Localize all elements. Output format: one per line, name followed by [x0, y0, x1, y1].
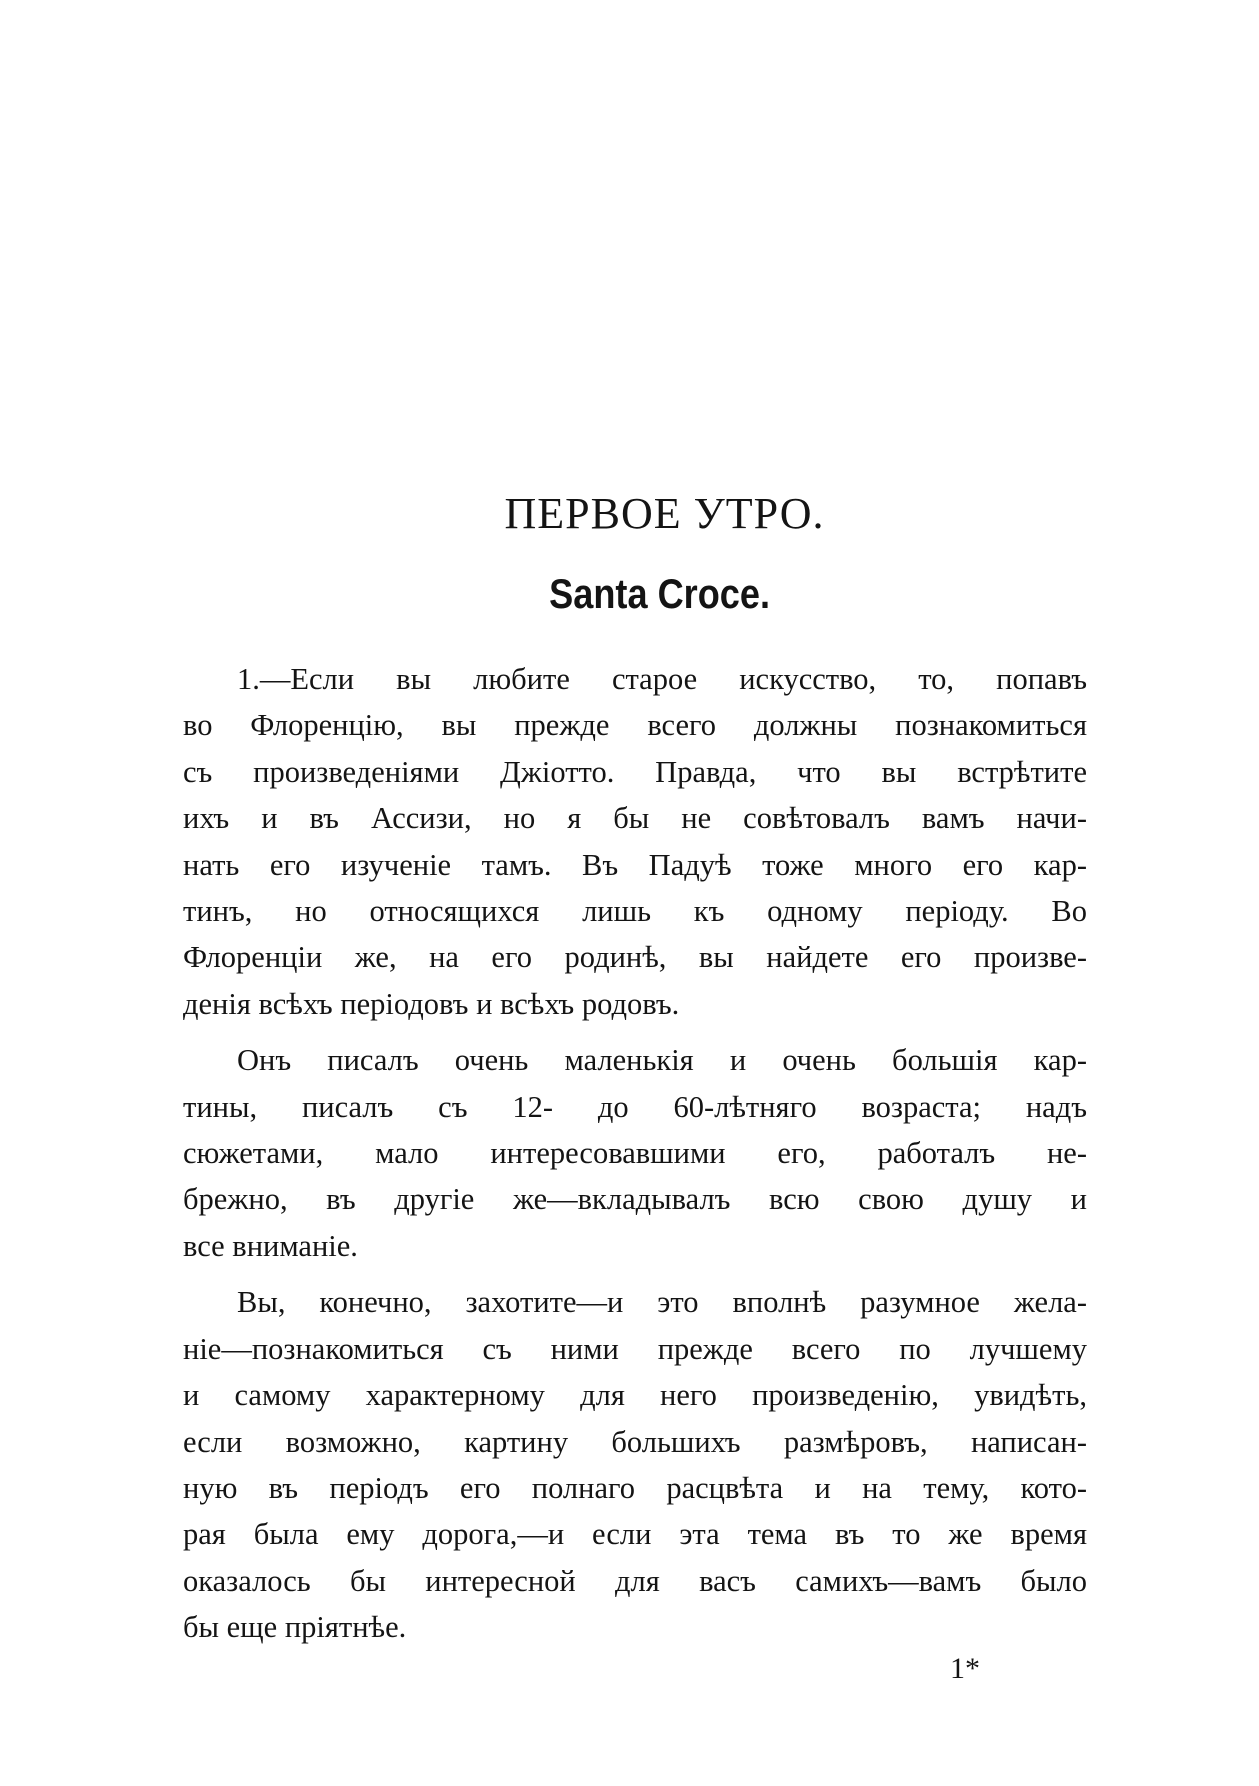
text-line: все вниманіе. [183, 1228, 358, 1263]
text-line: тины, писалъ съ 12- до 60-лѣтняго возраста; надъ [183, 1089, 1087, 1124]
paragraph-3 [183, 1279, 1087, 1650]
text-line: нать его изученіе тамъ. Въ Падуѣ тоже много его кар- [183, 847, 1087, 882]
text-line: во Флоренцію, вы прежде всего должны познакомиться [183, 708, 1087, 743]
text-line: ную въ періодъ его полнаго расцвѣта и на тему, кото- [183, 1470, 1087, 1505]
paragraph-2 [183, 1037, 1087, 1269]
body-text [183, 656, 1087, 1661]
text-line: сюжетами, мало интересовавшими его, работалъ не- [183, 1136, 1087, 1171]
text-line: оказалось бы интересной для васъ самихъ—вамъ было [183, 1563, 1087, 1598]
text-line: ихъ и въ Ассизи, но я бы не совѣтовалъ вамъ начи- [183, 801, 1087, 836]
text-line: бы еще пріятнѣе. [183, 1610, 407, 1645]
paragraph-1 [183, 656, 1087, 1027]
text-line: съ произведеніями Джіотто. Правда, что вы встрѣтите [183, 754, 1087, 789]
signature-mark: 1* [950, 1652, 980, 1685]
text-line: денія всѣхъ періодовъ и всѣхъ родовъ. [183, 986, 680, 1021]
text-line: Онъ писалъ очень маленькія и очень большія кар- [237, 1043, 1087, 1078]
chapter-title: ПЕРВОЕ УТРО. [504, 489, 825, 538]
text-line: если возможно, картину большихъ размѣровъ, написан- [183, 1424, 1087, 1459]
text-line: тинъ, но относящихся лишь къ одному періоду. Во [183, 894, 1087, 929]
text-line: ніе—познакомиться съ ними прежде всего по лучшему [183, 1331, 1087, 1366]
text-line: Вы, конечно, захотите—и это вполнѣ разумное жела- [237, 1285, 1087, 1320]
text-line: 1.—Если вы любите старое искусство, то, попавъ [237, 662, 1087, 696]
text-line: брежно, въ другіе же—вкладывалъ всю свою душу и [183, 1182, 1087, 1217]
text-line: рая была ему дорога,—и если эта тема въ то же время [183, 1517, 1087, 1552]
text-line: Флоренціи же, на его родинѣ, вы найдете его произве- [183, 940, 1087, 975]
chapter-subtitle: Santa Croce. [549, 570, 771, 617]
text-line: и самому характерному для него произведенію, увидѣть, [183, 1378, 1087, 1413]
